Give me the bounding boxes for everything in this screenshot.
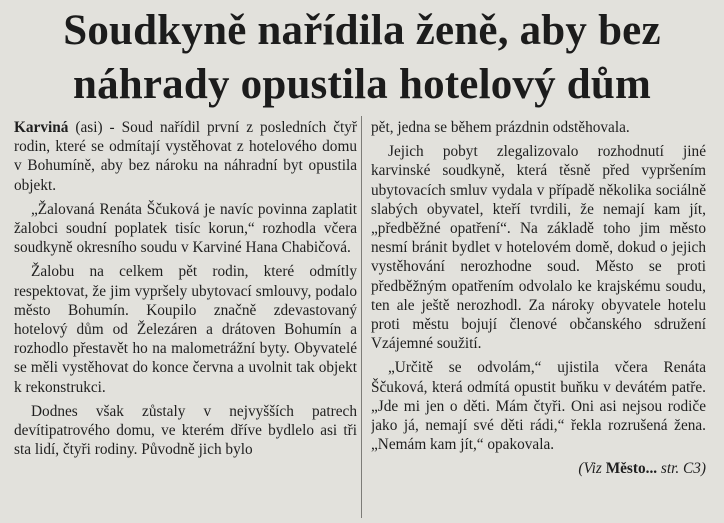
paragraph-text: - Soud nařídil první z posledních čtyř rodin, které se odmítají vystěhovat z hotelového domu v Bohumíně, aby bez nároku na náhradní byt opustila objekt. (14, 119, 357, 194)
paragraph: „Určitě se odvolám,“ ujistila včera Renáta Ščuková, která odmítá opustit buňku v devátém patře. „Jde mi jen o děti. Mám čtyři. Oni asi nejsou rodiče jako já, nemají své děti rádi,“ řekla rozrušená žena. „Nemám kam jít,“ opakovala. (371, 359, 706, 454)
headline-line-1: Soudkyně nařídila ženě, aby bez (63, 7, 661, 54)
paragraph: Žalobu na celkem pět rodin, které odmítly respektovat, že jim vypršely ubytovací smlouvy, podalo město Bohumín. Koupilo značně zdevastovaný hotelový dům od Železáren a drátoven Bohumín a rozhodlo přestavět ho na malometrážní byty. Obyvatelé se měli vystěhovat do konce června a uvolnit tak objekt k rekonstrukci. (14, 263, 357, 396)
column-divider (361, 116, 362, 518)
article-column-left (14, 118, 357, 518)
paragraph: pět, jedna se během prázdnin odstěhovala. (371, 119, 630, 136)
paragraph (14, 118, 357, 195)
ref-page: str. C3) (657, 460, 706, 478)
dateline: Karviná (14, 119, 69, 136)
ref-prefix: (Viz (578, 460, 606, 478)
paragraph: „Žalovaná Renáta Ščuková je navíc povinna zaplatit žalobci soudní poplatek tisíc korun,“ rozhodla včera soudkyně okresního soudu v Karviné Hana Chabičová. (14, 200, 357, 257)
headline-line-2: náhrady opustila hotelový dům (72, 61, 652, 108)
continuation-reference (371, 459, 706, 478)
byline: (asi) (75, 119, 103, 136)
article-column-right (371, 118, 706, 518)
ref-target: Město... (605, 460, 658, 478)
headline (0, 4, 724, 112)
paragraph: Jejich pobyt zlegalizovalo rozhodnutí jiné karvinské soudkyně, která těsně před vypršením ubytovacích smluv vydala v případě několika sociálně slabých obyvatel, kteří tvrdili, že nemají kam jít, „předběžné opatření“. Na základě toho jim město nesmí bránit bydlet v hotelovém domě, dokud o jejich vystěhování nerozhodne soud. Město se proti předběžným opatřením odvolalo ke krajskému soudu, ten ale ještě nerozhodl. Za nároky obyvatele hotelu proti městu bojují členové občanského sdružení Vzájemné soužití. (371, 143, 706, 353)
paragraph: Dodnes však zůstaly v nejvyšších patrech devítipatrového domu, ve kterém dříve bydlelo asi tři sta lidí, čtyři rodiny. Původně jich bylo (14, 402, 357, 459)
